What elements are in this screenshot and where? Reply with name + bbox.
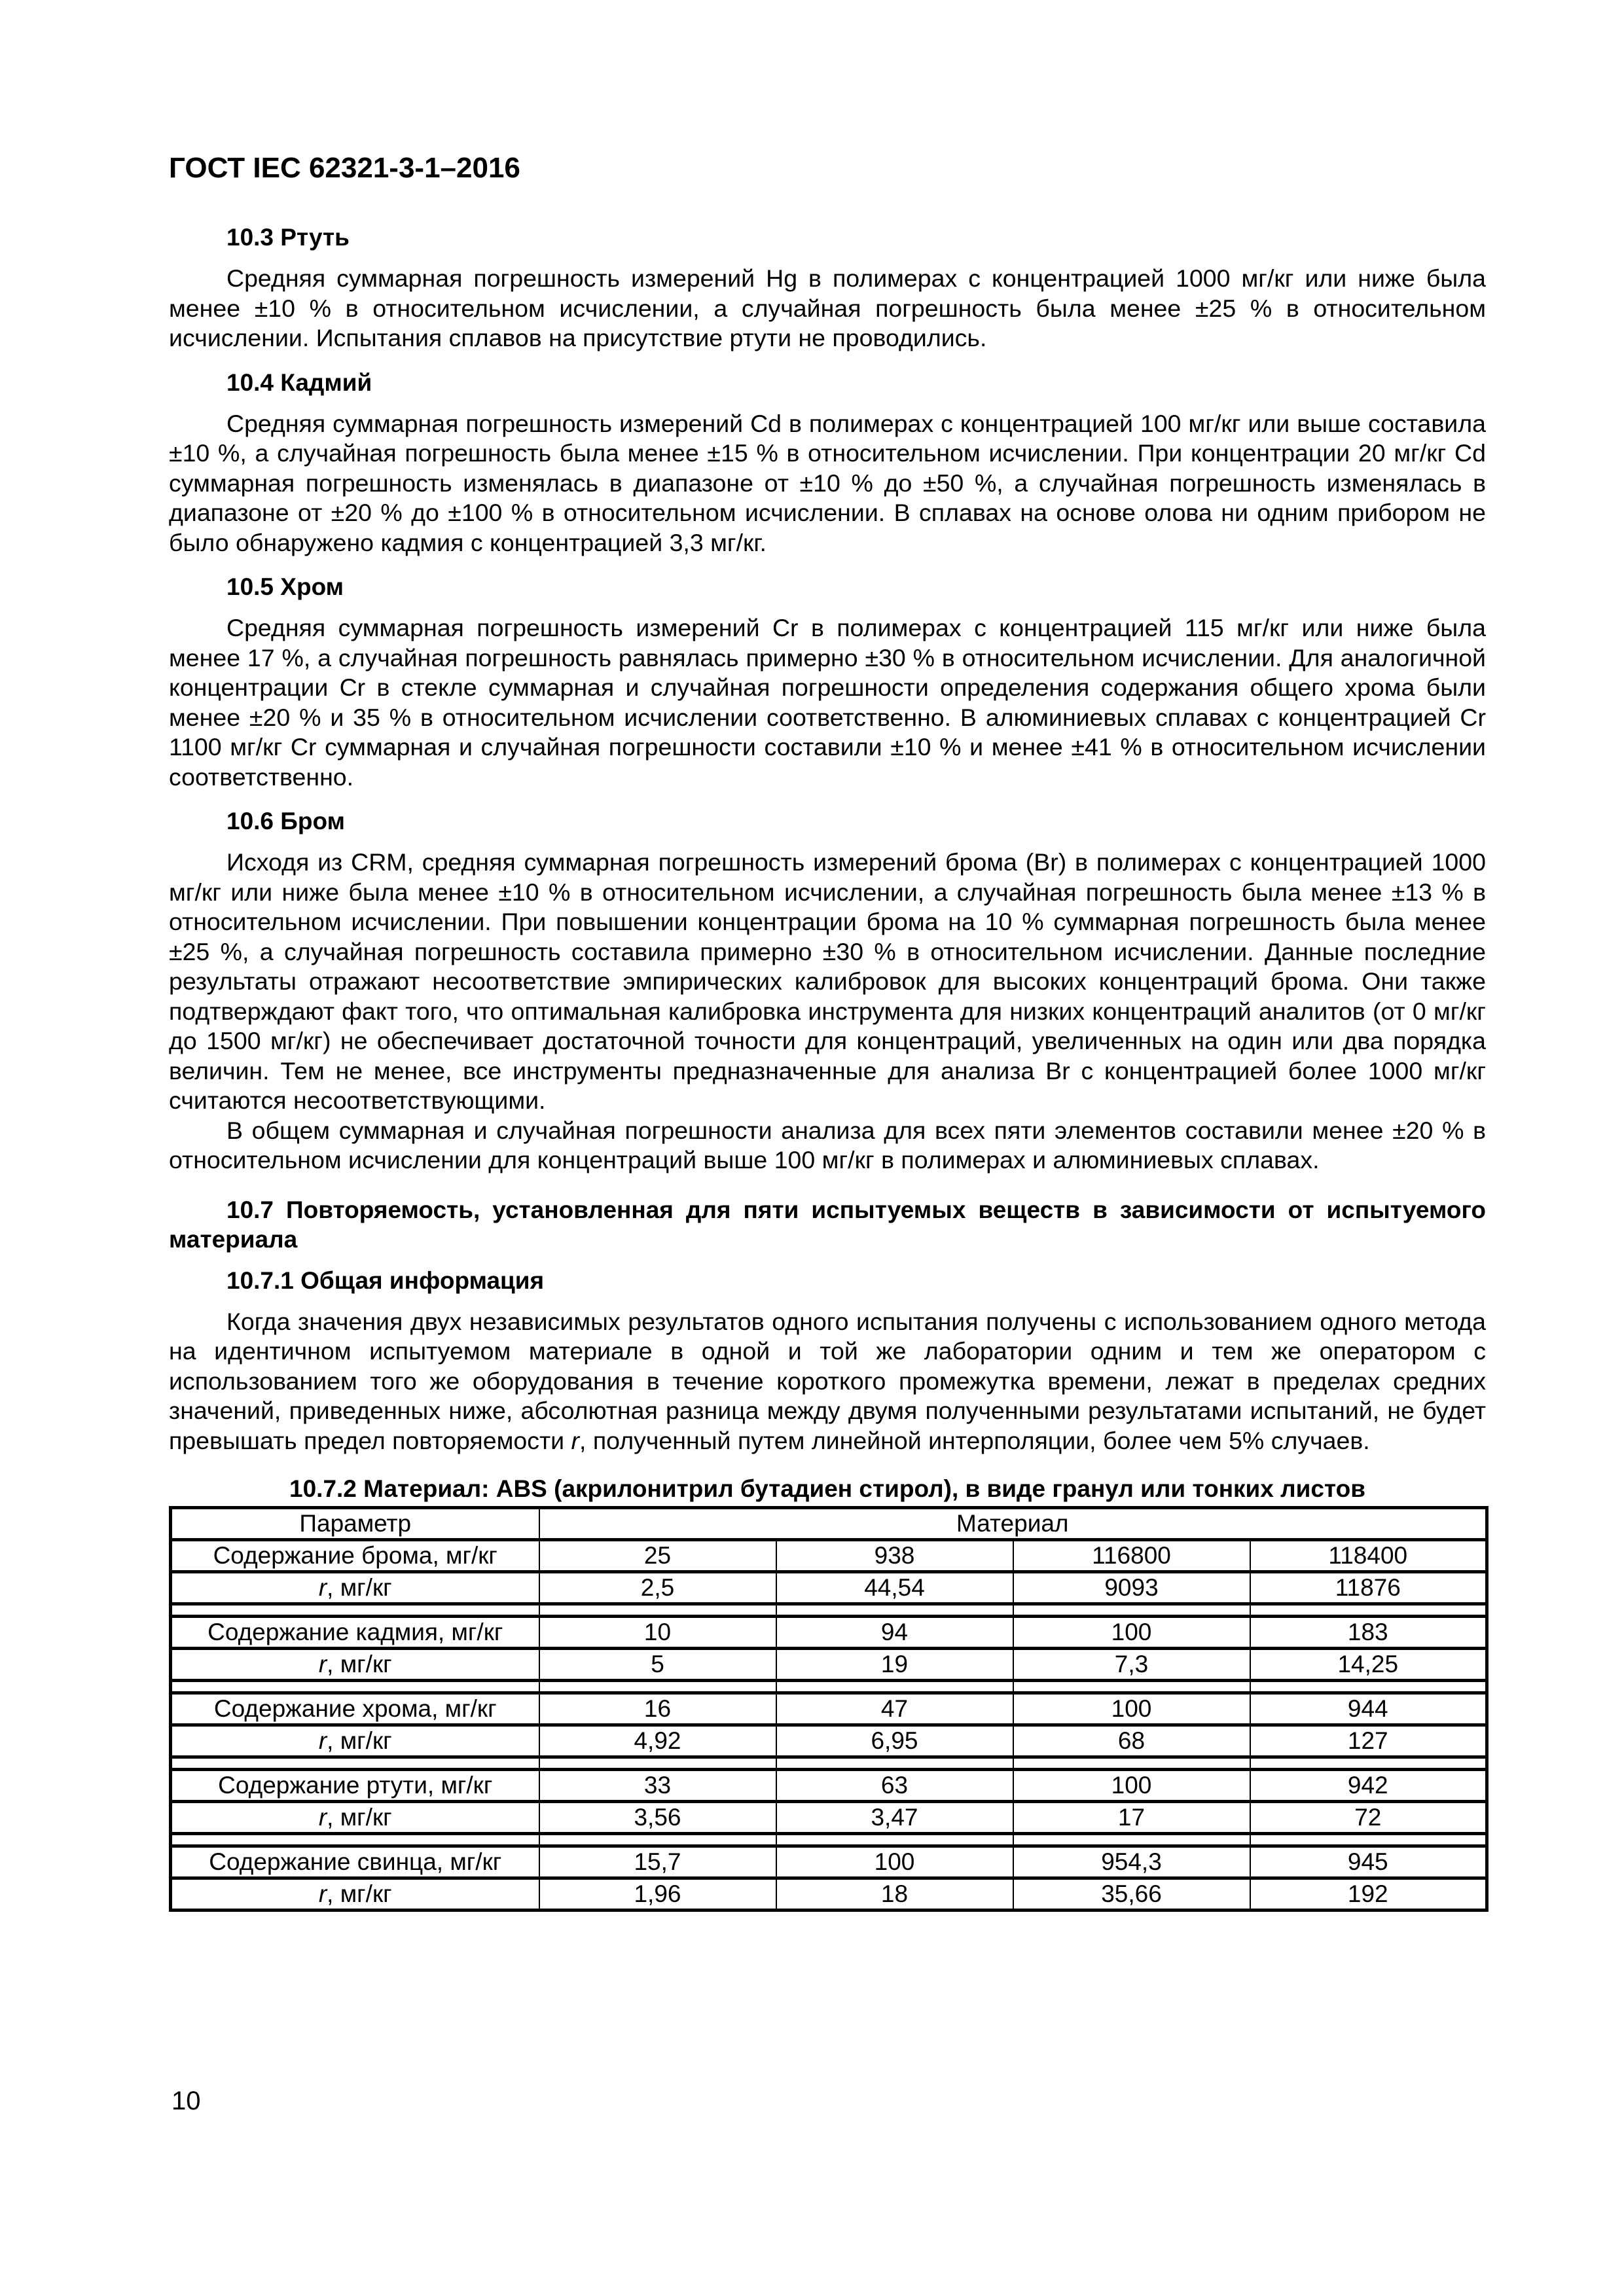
section-heading-10-5: 10.5 Хром [226, 573, 344, 600]
page-number: 10 [171, 2087, 201, 2115]
table-cell: 938 [776, 1540, 1013, 1572]
table-cell: 72 [1250, 1802, 1487, 1834]
row-label: r, мг/кг [171, 1802, 539, 1834]
table-cell: 15,7 [539, 1846, 776, 1878]
table-spacer-row [171, 1834, 1487, 1846]
table-row-repeatability [171, 1725, 1487, 1757]
table-cell: 100 [1013, 1617, 1250, 1649]
table-cell: 2,5 [539, 1572, 776, 1604]
table-cell: 33 [539, 1770, 776, 1802]
table-cell: 5 [539, 1649, 776, 1681]
section-heading-10-7: 10.7 Повторяемость, установленная для пяти испытуемых веществ в зависимости от испытуемого материала [169, 1196, 1486, 1253]
repeatability-symbol: r [318, 1804, 327, 1831]
table-cell: 192 [1250, 1878, 1487, 1910]
table-cell: 7,3 [1013, 1649, 1250, 1681]
table-cell: 44,54 [776, 1572, 1013, 1604]
section-paragraph: Средняя суммарная погрешность измерений Cd в полимерах с концентрацией 100 мг/кг или выше составила ±10 %, а случайная погрешность была менее ±15 % в относительном исчислении. При концентрации 20 мг/кг Cd суммарная погрешность изменялась в диапазоне от ±10 % до ±50 %, а случайная погрешность изменялась в диапазоне от ±20 % до ±100 % в относительном исчислении. В сплавах на основе олова ни одним прибором не было обнаружено кадмия с концентрацией 3,3 мг/кг. [169, 409, 1486, 556]
table-cell: 100 [1013, 1693, 1250, 1725]
row-label: r, мг/кг [171, 1649, 539, 1681]
table-row-content [171, 1770, 1487, 1802]
table-cell: 3,47 [776, 1802, 1013, 1834]
section-paragraph: Когда значения двух независимых результатов одного испытания получены с использованием одного метода на идентичном испытуемом материале в одной и той же лаборатории одним и тем же оператором с использованием того же оборудования в течение короткого промежутка времени, лежат в пределах средних значений, приведенных ниже, абсолютная разница между двумя полученными результатами испытаний, не будет превышать предел повторяемости r, полученный путем линейной интерполяции, более чем 5% случаев. [169, 1307, 1486, 1454]
repeatability-table [169, 1506, 1489, 1912]
table-cell: 116800 [1013, 1540, 1250, 1572]
table-spacer-row [171, 1604, 1487, 1617]
column-header-parameter: Параметр [171, 1508, 539, 1540]
table-cell: 35,66 [1013, 1878, 1250, 1910]
section-paragraph: Средняя суммарная погрешность измерений Cr в полимерах с концентрацией 115 мг/кг или ниже была менее 17 %, а случайная погрешность равнялась примерно ±30 % в относительном исчислении. Для аналогичной концентрации Cr в стекле суммарная и случайная погрешности определения содержания общего хрома были менее ±20 % и 35 % в относительном исчислении соответственно. В алюминиевых сплавах с концентрацией Cr 1100 мг/кг Cr суммарная и случайная погрешности составили ±10 % и менее ±41 % в относительном исчислении соответственно. [169, 614, 1486, 791]
table-cell: 942 [1250, 1770, 1487, 1802]
document-header: ГОСТ IEC 62321-3-1–2016 [169, 152, 520, 184]
section-paragraph: Исходя из CRM, средняя суммарная погрешность измерений брома (Br) в полимерах с концентрацией 1000 мг/кг или ниже была менее ±10 % в относительном исчислении, а случайная погрешность была менее ±13 % в относительном исчислении. При повышении концентрации брома на 10 % суммарная погрешность была менее ±25 %, а случайная погрешность составила примерно ±30 % в относительном исчислении. Данные последние результаты отражают несоответствие эмпирических калибровок для высоких концентраций брома. Они также подтверждают факт того, что оптимальная калибровка инструмента для низких концентраций аналитов (от 0 мг/кг до 1500 мг/кг) не обеспечивает достаточной точности для концентраций, увеличенных на один или два порядка величин. Тем не менее, все инструменты предназначенные для анализа Br с концентрацией более 1000 мг/кг считаются несоответствующими. [169, 848, 1486, 1114]
repeatability-symbol: r [571, 1426, 580, 1454]
table-cell: 9093 [1013, 1572, 1250, 1604]
row-label: r, мг/кг [171, 1878, 539, 1910]
row-label: Содержание брома, мг/кг [171, 1540, 539, 1572]
section-paragraph: В общем суммарная и случайная погрешности анализа для всех пяти элементов составили менее ±20 % в относительном исчислении для концентраций выше 100 мг/кг в полимерах и алюминиевых сплавах. [169, 1116, 1486, 1174]
table-cell: 16 [539, 1693, 776, 1725]
table-cell: 17 [1013, 1802, 1250, 1834]
table-cell: 6,95 [776, 1725, 1013, 1757]
section-paragraph: Средняя суммарная погрешность измерений Hg в полимерах с концентрацией 1000 мг/кг или ниже была менее ±10 % в относительном исчислении, а случайная погрешность была менее ±25 % в относительном исчислении. Испытания сплавов на присутствие ртути не проводились. [169, 264, 1486, 351]
section-heading-10-7-2: 10.7.2 Материал: ABS (акрилонитрил бутадиен стирол), в виде гранул или тонких листов [289, 1475, 1365, 1502]
table-row-content [171, 1693, 1487, 1725]
table-row-repeatability [171, 1878, 1487, 1910]
repeatability-symbol: r [318, 1727, 327, 1754]
table-cell: 945 [1250, 1846, 1487, 1878]
table-row-content [171, 1846, 1487, 1878]
table-cell: 127 [1250, 1725, 1487, 1757]
table-cell: 14,25 [1250, 1649, 1487, 1681]
table-cell: 94 [776, 1617, 1013, 1649]
table-cell: 1,96 [539, 1878, 776, 1910]
table-cell: 68 [1013, 1725, 1250, 1757]
table-spacer-row [171, 1681, 1487, 1693]
table-cell: 18 [776, 1878, 1013, 1910]
section-heading-10-7-1: 10.7.1 Общая информация [226, 1266, 545, 1294]
table-cell: 183 [1250, 1617, 1487, 1649]
table-cell: 11876 [1250, 1572, 1487, 1604]
table-cell: 10 [539, 1617, 776, 1649]
table-cell: 47 [776, 1693, 1013, 1725]
section-heading-10-3: 10.3 Ртуть [226, 224, 350, 251]
repeatability-symbol: r [318, 1880, 327, 1907]
table-cell: 4,92 [539, 1725, 776, 1757]
table-cell: 100 [776, 1846, 1013, 1878]
table-row-content [171, 1540, 1487, 1572]
repeatability-symbol: r [318, 1651, 327, 1677]
row-label: r, мг/кг [171, 1572, 539, 1604]
table-row-repeatability [171, 1802, 1487, 1834]
table-cell: 19 [776, 1649, 1013, 1681]
table-row-content [171, 1617, 1487, 1649]
table-row-repeatability [171, 1572, 1487, 1604]
table-cell: 63 [776, 1770, 1013, 1802]
row-label: r, мг/кг [171, 1725, 539, 1757]
table-cell: 954,3 [1013, 1846, 1250, 1878]
repeatability-symbol: r [318, 1574, 327, 1601]
column-header-material: Материал [539, 1508, 1487, 1540]
table-spacer-row [171, 1757, 1487, 1770]
table-cell: 100 [1013, 1770, 1250, 1802]
table-header-row [171, 1508, 1487, 1540]
table-cell: 944 [1250, 1693, 1487, 1725]
table-cell: 25 [539, 1540, 776, 1572]
section-heading-10-6: 10.6 Бром [226, 808, 345, 834]
row-label: Содержание кадмия, мг/кг [171, 1617, 539, 1649]
table-cell: 3,56 [539, 1802, 776, 1834]
section-heading-10-4: 10.4 Кадмий [226, 368, 372, 396]
row-label: Содержание ртути, мг/кг [171, 1770, 539, 1802]
table-cell: 118400 [1250, 1540, 1487, 1572]
row-label: Содержание свинца, мг/кг [171, 1846, 539, 1878]
row-label: Содержание хрома, мг/кг [171, 1693, 539, 1725]
document-body [169, 223, 1486, 1912]
table-row-repeatability [171, 1649, 1487, 1681]
